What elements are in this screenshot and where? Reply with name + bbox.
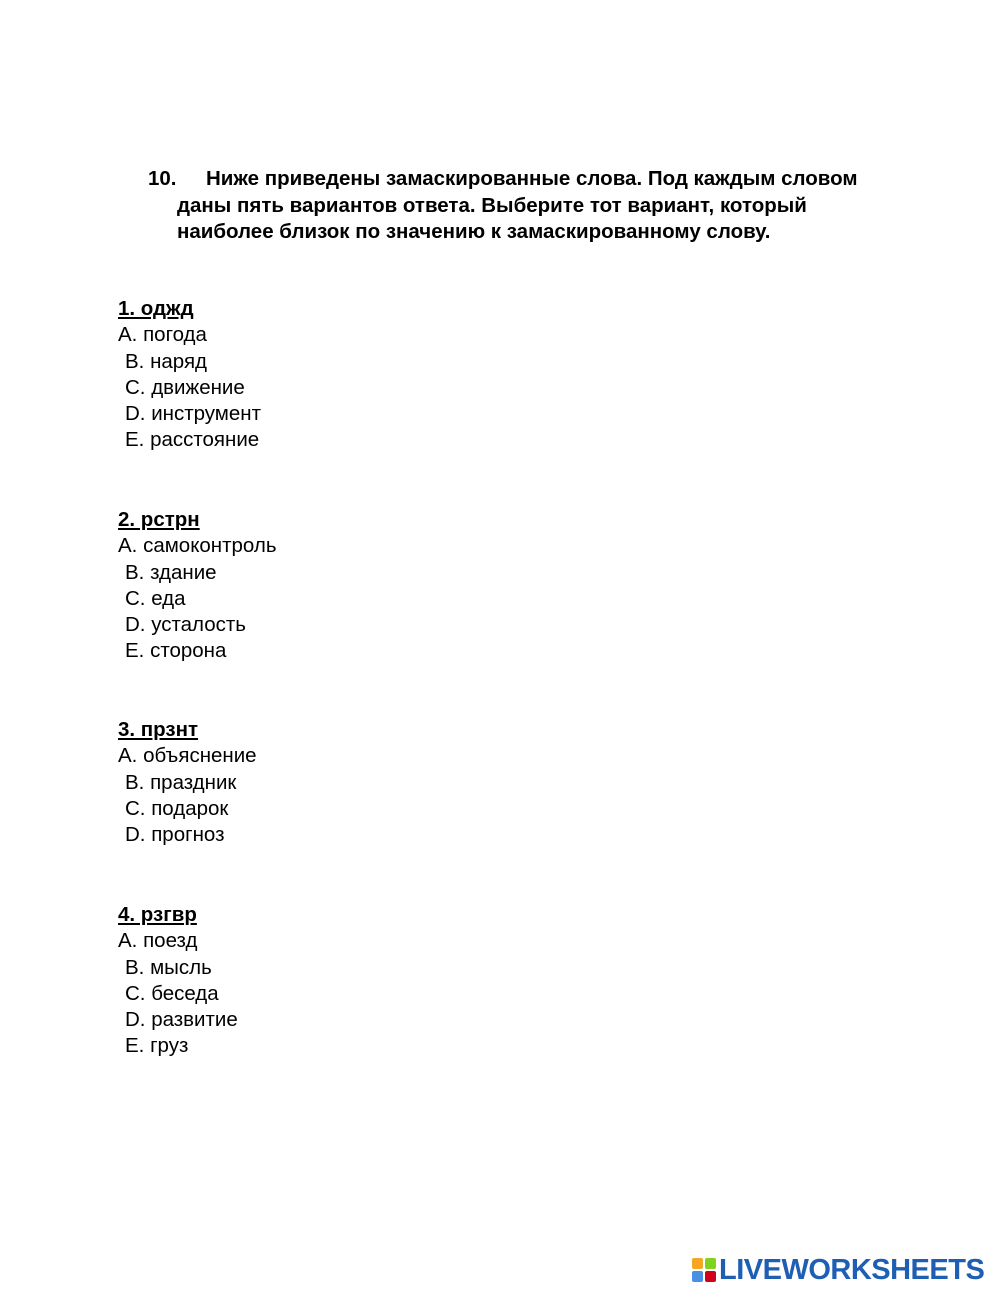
option-c: C. подарок — [125, 796, 229, 820]
option-d: D. инструмент — [125, 402, 262, 426]
option-b: B. наряд — [125, 349, 208, 373]
option-e: E. сторона — [125, 639, 227, 663]
logo-text: LIVEWORKSHEETS — [719, 1254, 985, 1286]
option-a: A. самоконтроль — [118, 534, 277, 558]
option-d: D. усталость — [125, 613, 246, 637]
option-a: A. погода — [118, 323, 207, 347]
question-title: 1. оджд — [118, 297, 194, 320]
question-2 — [118, 507, 277, 665]
question-3 — [118, 717, 257, 848]
option-c: C. беседа — [125, 981, 219, 1005]
instruction-number: 10. — [148, 167, 177, 190]
option-b: B. здание — [125, 560, 217, 584]
logo-tile-icon — [705, 1271, 716, 1282]
question-title: 2. рстрн — [118, 508, 200, 531]
option-a: A. объяснение — [118, 744, 257, 768]
question-title: 3. прзнт — [118, 718, 199, 741]
option-c: C. движение — [125, 375, 245, 399]
question-4 — [118, 902, 238, 1060]
logo-mark-icon — [692, 1258, 716, 1282]
option-b: B. мысль — [125, 955, 212, 979]
option-e: E. груз — [125, 1034, 189, 1058]
instruction — [148, 166, 908, 246]
option-a: A. поезд — [118, 929, 198, 953]
logo-tile-icon — [705, 1258, 716, 1269]
option-d: D. развитие — [125, 1008, 238, 1032]
logo-tile-icon — [692, 1271, 703, 1282]
question-1 — [118, 296, 261, 454]
instruction-text: Ниже приведены замаскированные слова. Под каждым словом даны пять вариантов ответа. Выберите тот вариант, который наиболее близок по значению к замаскированному слову. — [177, 167, 858, 243]
logo-tile-icon — [692, 1258, 703, 1269]
option-e: E. расстояние — [125, 428, 260, 452]
option-d: D. прогноз — [125, 823, 225, 847]
option-b: B. праздник — [125, 770, 237, 794]
liveworksheets-logo — [692, 1256, 984, 1284]
question-title: 4. рзгвр — [118, 903, 197, 926]
option-c: C. еда — [125, 586, 186, 610]
